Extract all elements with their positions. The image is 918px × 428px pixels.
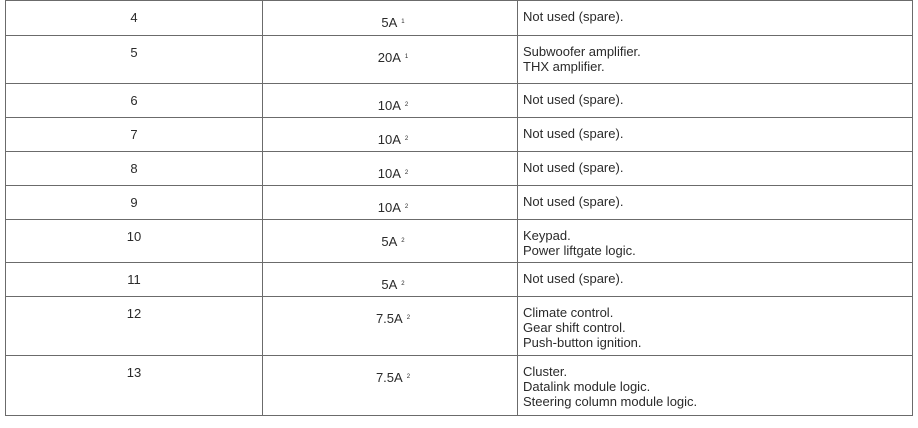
footnote-marker: 2 [404, 170, 409, 176]
fuse-rating [378, 36, 408, 69]
protected-component-text: Not used (spare). [523, 9, 624, 24]
protected-component-cell [518, 263, 913, 297]
fuse-rating-cell [263, 1, 518, 36]
fuse-number-cell: 9 [6, 186, 263, 220]
fuse-rating-cell [263, 186, 518, 220]
fuse-number-cell: 5 [6, 36, 263, 84]
fuse-rating [378, 118, 408, 151]
fuse-rating-value: 5A [381, 15, 398, 30]
fuse-rating [378, 84, 408, 117]
fuse-rating-value: 5A [381, 277, 398, 292]
fuse-rating [381, 220, 404, 253]
table-row [6, 186, 913, 220]
protected-component-text: Power liftgate logic. [523, 243, 636, 258]
footnote-marker: 2 [404, 136, 409, 142]
protected-component-cell [518, 118, 913, 152]
fuse-number-cell: 7 [6, 118, 263, 152]
protected-component-text: Not used (spare). [523, 194, 624, 209]
fuse-rating-cell [263, 84, 518, 118]
table-row [6, 118, 913, 152]
fuse-rating-cell [263, 263, 518, 297]
table-row [6, 84, 913, 118]
protected-component-text: Datalink module logic. [523, 379, 651, 394]
protected-component-text: Steering column module logic. [523, 394, 698, 409]
fuse-rating-value: 7.5A [375, 370, 403, 385]
footnote-marker: 2 [404, 102, 409, 108]
fuse-rating-cell [263, 152, 518, 186]
table-row [6, 356, 913, 416]
fuse-rating-value: 7.5A [375, 311, 403, 326]
table-row [6, 152, 913, 186]
fuse-rating-value: 20A [377, 50, 401, 65]
protected-component-text: Keypad. [523, 228, 571, 243]
fuse-rating [378, 152, 408, 185]
protected-component-text: Cluster. [523, 364, 568, 379]
fuse-number-cell: 10 [6, 220, 263, 263]
protected-component-text: Not used (spare). [523, 126, 624, 141]
footnote-marker: 1 [404, 54, 409, 60]
protected-component-cell [518, 220, 913, 263]
footnote-marker: 2 [401, 238, 405, 244]
table-row [6, 297, 913, 356]
fuse-rating-value: 10A [377, 200, 401, 215]
fuse-rating-cell [263, 36, 518, 84]
table-row [6, 220, 913, 263]
footnote-marker: 2 [401, 281, 405, 287]
footnote-marker: 2 [406, 315, 411, 321]
fuse-rating [376, 356, 410, 389]
protected-component-cell [518, 297, 913, 356]
table-row [6, 36, 913, 84]
protected-component-text: Not used (spare). [523, 160, 624, 175]
fuse-number-cell: 12 [6, 297, 263, 356]
protected-component-cell [518, 356, 913, 416]
protected-component-cell [518, 1, 913, 36]
protected-component-text: Not used (spare). [523, 271, 624, 286]
fuse-rating-value: 10A [377, 98, 401, 113]
fuse-rating [376, 297, 410, 330]
fuse-number-cell: 6 [6, 84, 263, 118]
fuse-rating [381, 263, 404, 296]
fuse-rating [378, 186, 408, 219]
footnote-marker: 2 [404, 204, 409, 210]
fuse-table-body [6, 1, 913, 416]
protected-component-cell [518, 186, 913, 220]
protected-component-text: Subwoofer amplifier. [523, 44, 641, 59]
fuse-number-cell: 8 [6, 152, 263, 186]
fuse-number-cell: 4 [6, 1, 263, 36]
fuse-table [5, 0, 913, 416]
fuse-rating-cell [263, 220, 518, 263]
protected-component-cell [518, 152, 913, 186]
footnote-marker: 2 [406, 374, 411, 380]
protected-component-text: Not used (spare). [523, 92, 624, 107]
fuse-rating [381, 1, 404, 34]
table-row [6, 1, 913, 36]
fuse-number-cell: 13 [6, 356, 263, 416]
fuse-number-cell: 11 [6, 263, 263, 297]
protected-component-text: Climate control. [523, 305, 614, 320]
protected-component-cell [518, 36, 913, 84]
fuse-rating-value: 10A [377, 166, 401, 181]
footnote-marker: 1 [401, 19, 405, 25]
fuse-rating-value: 10A [377, 132, 401, 147]
fuse-rating-cell [263, 297, 518, 356]
fuse-rating-cell [263, 118, 518, 152]
protected-component-cell [518, 84, 913, 118]
protected-component-text: Gear shift control. [523, 320, 626, 335]
protected-component-text: Push-button ignition. [523, 335, 642, 350]
fuse-rating-value: 5A [381, 234, 398, 249]
protected-component-text: THX amplifier. [523, 59, 605, 74]
fuse-rating-cell [263, 356, 518, 416]
table-row [6, 263, 913, 297]
